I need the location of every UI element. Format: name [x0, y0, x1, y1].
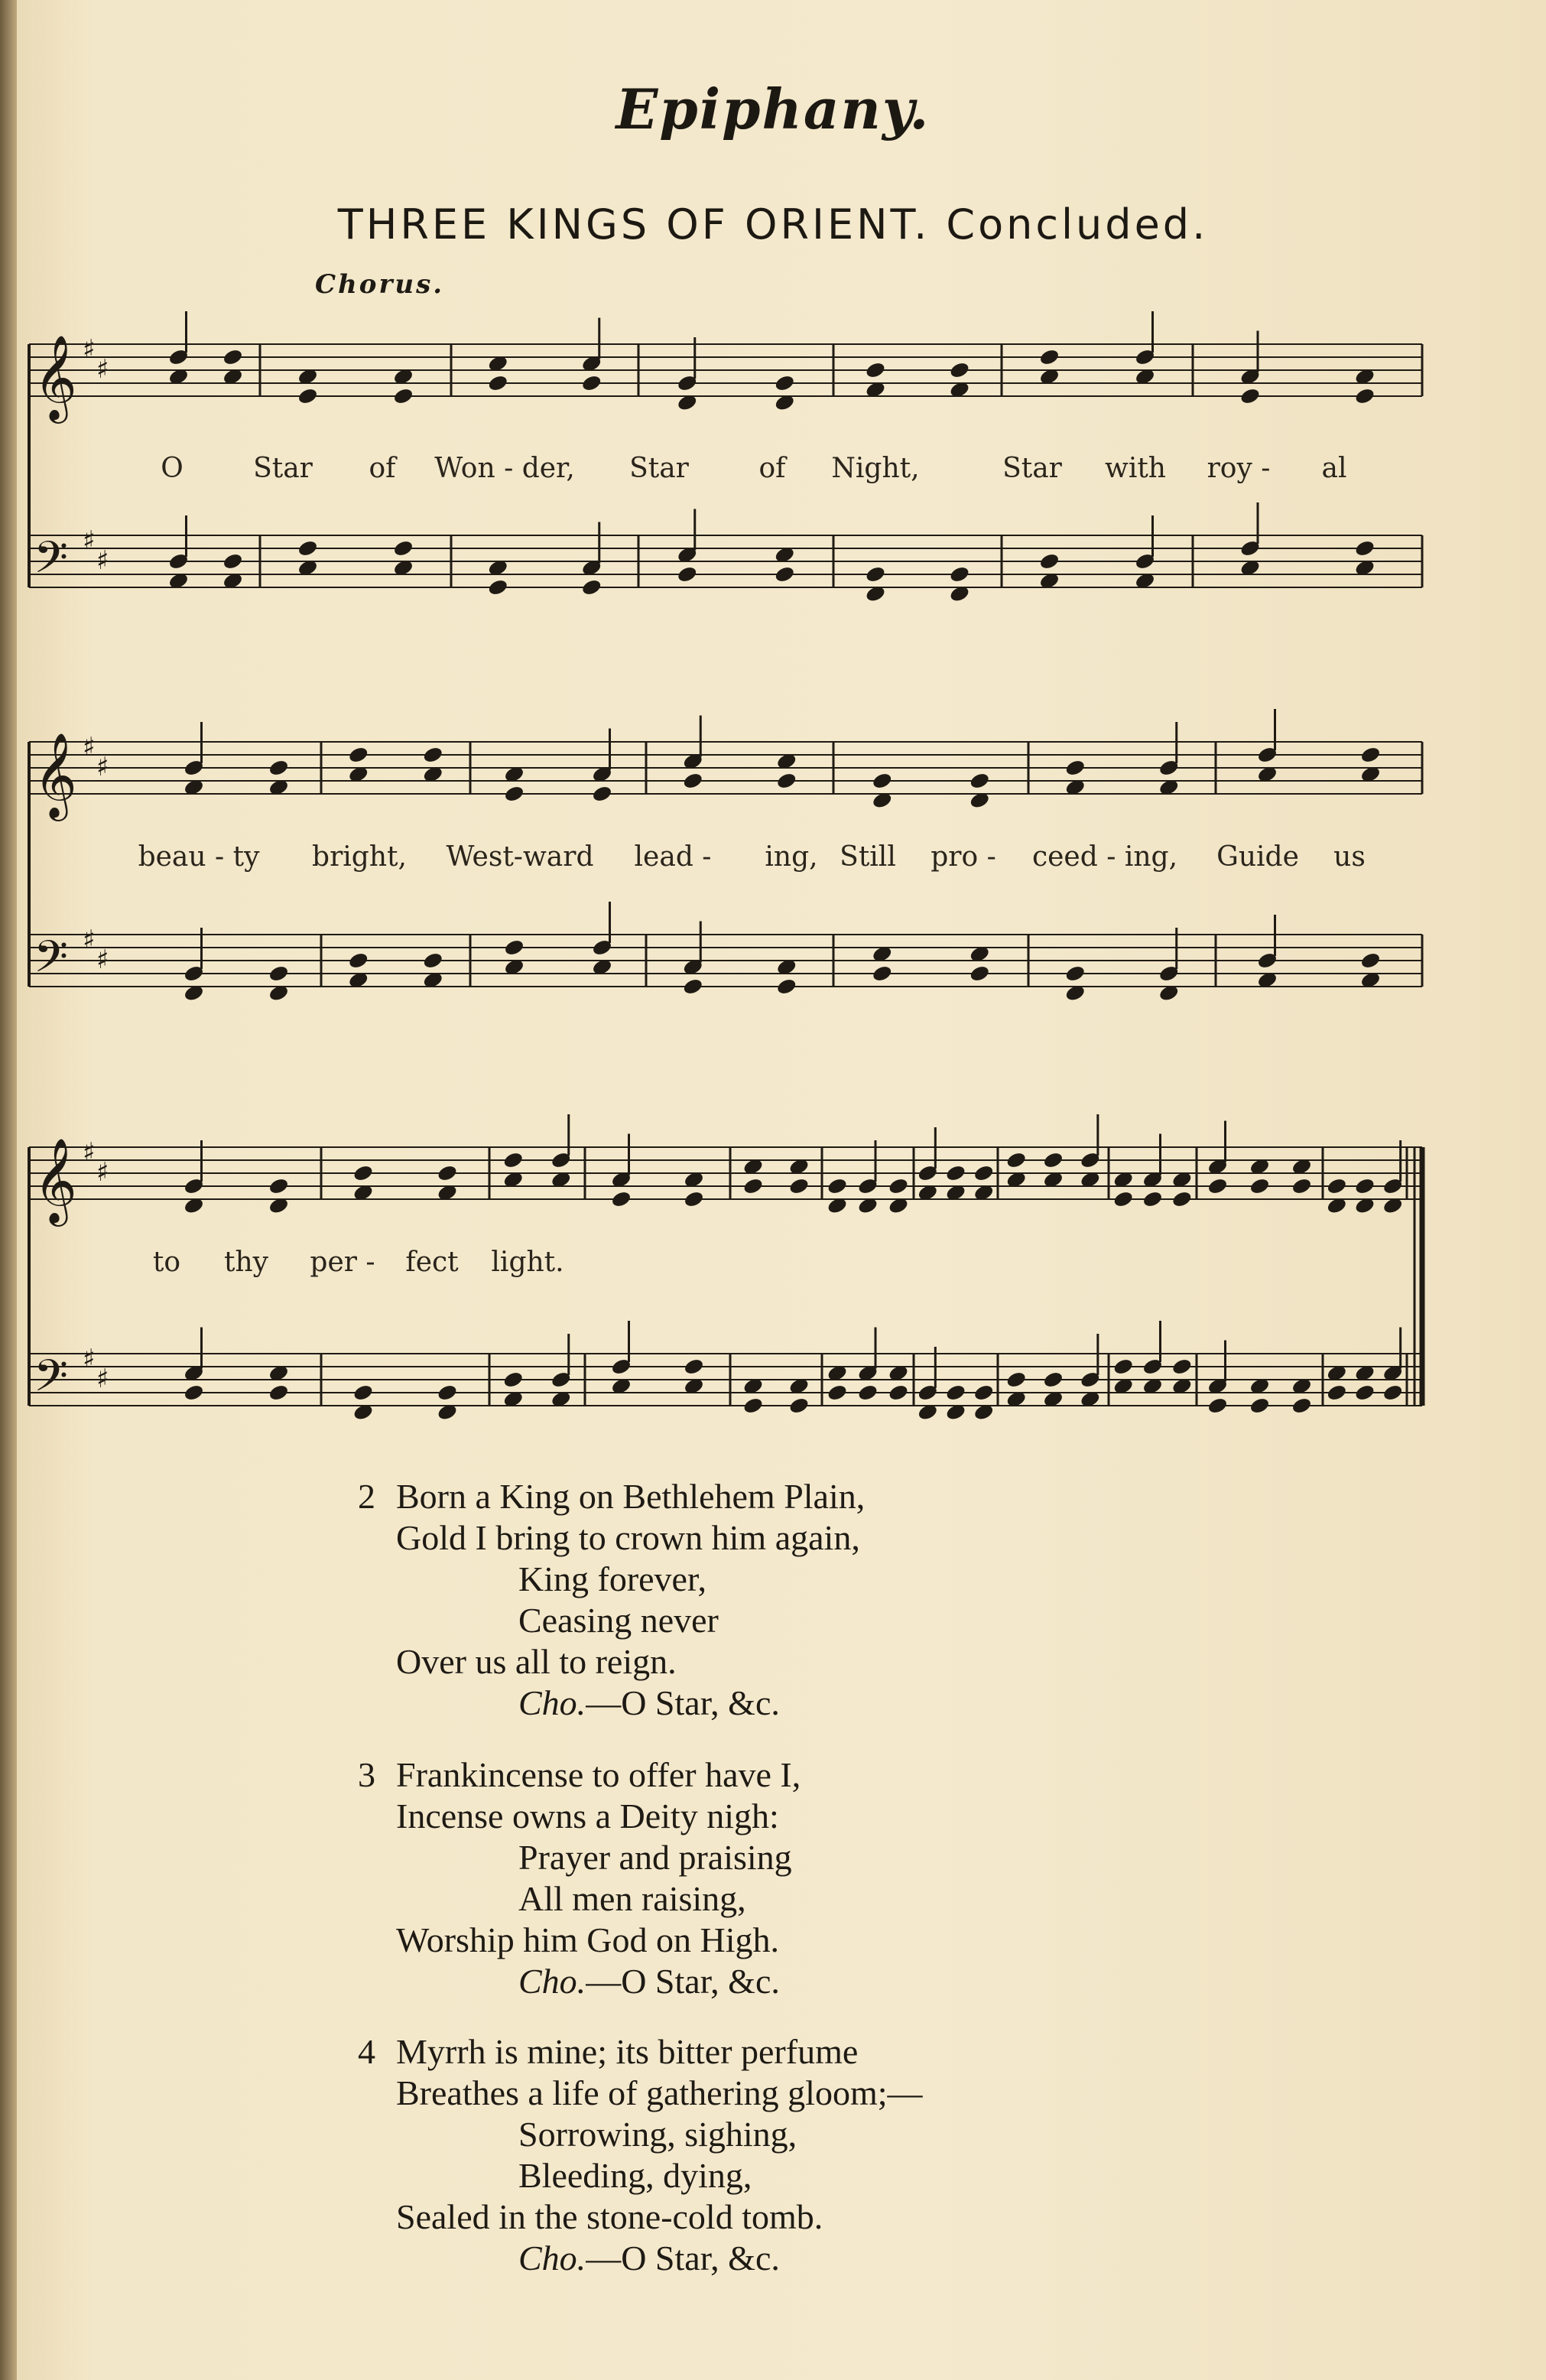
note-head	[1171, 1357, 1194, 1377]
sharp-sign: ♯	[83, 1137, 96, 1168]
sharp-sign: ♯	[83, 732, 96, 762]
verse-line: Ceasing never	[518, 1601, 719, 1640]
note-head	[297, 539, 319, 558]
sharp-sign: ♯	[83, 925, 96, 955]
note-head	[676, 565, 698, 584]
note-head	[871, 964, 893, 984]
note-head	[865, 361, 887, 380]
verse-line: 4 Myrrh is mine; its bitter perfume	[358, 2032, 859, 2071]
note-head	[973, 1383, 995, 1403]
note-head	[1005, 1370, 1028, 1390]
note-head	[774, 565, 796, 584]
sharp-sign: ♯	[96, 752, 109, 782]
chorus-reference: Cho.—O Star, &c.	[518, 1962, 780, 2001]
verse-3	[358, 1754, 1352, 2002]
lyric-syllable: O	[161, 453, 184, 484]
note-head	[827, 1177, 849, 1196]
note-head	[580, 578, 602, 597]
verse-4	[358, 2031, 1352, 2279]
lyric-syllable: of	[369, 453, 396, 484]
sharp-sign: ♯	[96, 354, 109, 385]
treble-clef: 𝄞	[34, 732, 77, 818]
note-head	[591, 785, 613, 804]
note-head	[268, 1383, 290, 1403]
lyric-syllable: lead -	[634, 841, 712, 873]
verse-line: All men raising,	[518, 1879, 746, 1918]
lyrics-line-2	[0, 841, 1546, 879]
verse-line: Breathes a life of gathering gloom;—	[396, 2073, 923, 2112]
chorus-reference: Cho.—O Star, &c.	[518, 2239, 780, 2278]
lyric-syllable: Night,	[831, 453, 920, 484]
note-head	[392, 387, 414, 406]
note-head	[1354, 1383, 1376, 1403]
note-head	[827, 1383, 849, 1403]
lyric-syllable: ceed - ing,	[1031, 841, 1178, 873]
lyric-syllable: fect	[405, 1247, 459, 1278]
note-head	[788, 1396, 810, 1416]
note-head	[352, 1383, 375, 1403]
note-head	[183, 1383, 205, 1403]
bass-clef: 𝄢	[34, 532, 69, 594]
verse-number: 2	[358, 1477, 375, 1516]
note-head	[775, 977, 797, 997]
note-head	[1207, 1177, 1229, 1196]
sharp-sign: ♯	[83, 525, 96, 556]
note-head	[683, 1190, 705, 1209]
note-head	[1112, 1190, 1135, 1209]
verse-line: Prayer and praising	[518, 1838, 792, 1877]
note-head	[1382, 1383, 1404, 1403]
verse-number: 4	[358, 2032, 375, 2071]
note-head	[268, 1177, 290, 1196]
lyric-syllable: of	[758, 453, 786, 484]
note-head	[1326, 1383, 1348, 1403]
note-head	[487, 578, 509, 597]
note-head	[297, 387, 319, 406]
sharp-sign: ♯	[96, 545, 109, 576]
note-head	[682, 977, 704, 997]
note-head	[1291, 1177, 1313, 1196]
lyric-syllable: Still	[840, 841, 896, 873]
lyric-syllable: Won - der,	[434, 453, 575, 484]
note-head	[610, 1190, 632, 1209]
note-head	[422, 746, 444, 765]
lyric-syllable: to	[152, 1247, 181, 1278]
note-head	[392, 539, 414, 558]
verse-line: Bleeding, dying,	[518, 2156, 752, 2195]
note-head	[775, 772, 797, 791]
lyric-syllable: Star	[253, 453, 313, 484]
sharp-sign: ♯	[96, 1157, 109, 1188]
lyric-syllable: Star	[1002, 453, 1062, 484]
note-head	[1042, 1151, 1064, 1170]
lyric-syllable: beau - ty	[138, 841, 260, 873]
note-head	[945, 1383, 967, 1403]
note-head	[502, 1370, 525, 1390]
note-head	[1038, 552, 1060, 571]
note-head	[437, 1164, 459, 1183]
note-head	[774, 374, 796, 393]
lyric-syllable: pro -	[931, 841, 996, 873]
note-head	[871, 772, 893, 791]
lyric-syllable: West-ward	[446, 841, 594, 873]
lyrics-line-3	[0, 1247, 1546, 1285]
verse-line: Over us all to reign.	[396, 1642, 677, 1681]
note-head	[1239, 387, 1262, 406]
note-head	[969, 772, 991, 791]
note-head	[969, 964, 991, 984]
note-head	[888, 1177, 910, 1196]
note-head	[945, 1164, 967, 1183]
note-head	[742, 1396, 765, 1416]
verse-line: King forever,	[518, 1559, 706, 1598]
note-head	[1326, 1177, 1348, 1196]
verse-line: Worship him God on High.	[396, 1920, 780, 1959]
note-head	[1359, 951, 1382, 971]
note-head	[1064, 759, 1086, 778]
note-head	[683, 1357, 705, 1377]
note-head	[973, 1164, 995, 1183]
note-head	[503, 938, 525, 958]
lyric-syllable: al	[1321, 453, 1347, 484]
note-head	[487, 374, 509, 393]
lyric-syllable: with	[1105, 453, 1166, 484]
note-head	[1291, 1396, 1313, 1416]
lyric-syllable: bright,	[312, 841, 407, 873]
sharp-sign: ♯	[83, 334, 96, 365]
lyric-syllable: Guide	[1216, 841, 1299, 873]
note-head	[503, 785, 525, 804]
note-head	[268, 964, 290, 984]
treble-clef: 𝄞	[34, 1137, 77, 1223]
verse-line: 3 Frankincense to offer have I,	[358, 1755, 801, 1794]
note-head	[742, 1177, 765, 1196]
note-head	[347, 951, 369, 971]
chorus-marking: Chorus.	[315, 269, 445, 300]
note-head	[1354, 539, 1376, 558]
note-head	[1042, 1370, 1064, 1390]
note-head	[347, 746, 369, 765]
note-head	[949, 565, 971, 584]
note-head	[422, 951, 444, 971]
note-head	[1354, 1177, 1376, 1196]
note-head	[857, 1383, 879, 1403]
sharp-sign: ♯	[96, 945, 109, 975]
note-head	[1112, 1357, 1135, 1377]
sharp-sign: ♯	[96, 1364, 109, 1394]
note-head	[1359, 746, 1382, 765]
note-head	[352, 1164, 375, 1183]
note-head	[949, 361, 971, 380]
lyric-syllable: Star	[629, 453, 689, 484]
bass-clef: 𝄢	[34, 931, 69, 993]
note-head	[1038, 348, 1060, 367]
sharp-sign: ♯	[83, 1344, 96, 1374]
verse-number: 3	[358, 1755, 375, 1794]
verse-line: Sealed in the stone-cold tomb.	[396, 2197, 823, 2236]
bass-clef: 𝄢	[34, 1350, 69, 1413]
note-head	[1005, 1151, 1028, 1170]
note-head	[682, 772, 704, 791]
lyric-syllable: per -	[310, 1247, 375, 1278]
lyrics-line-1	[0, 453, 1546, 491]
chorus-reference: Cho.—O Star, &c.	[518, 1683, 780, 1722]
note-head	[1249, 1177, 1271, 1196]
verse-2	[358, 1476, 1352, 1724]
note-head	[1207, 1396, 1229, 1416]
page-header-title: Epiphany.	[615, 76, 931, 141]
note-head	[1171, 1190, 1194, 1209]
note-head	[502, 1151, 525, 1170]
note-head	[1354, 387, 1376, 406]
song-heading: THREE KINGS OF ORIENT. Concluded.	[337, 200, 1209, 249]
note-head	[222, 552, 244, 571]
verse-line: Gold I bring to crown him again,	[396, 1518, 860, 1557]
note-head	[865, 565, 887, 584]
verse-line: Sorrowing, sighing,	[518, 2115, 797, 2154]
lyric-syllable: us	[1333, 841, 1366, 873]
lyric-syllable: thy	[224, 1247, 268, 1278]
note-head	[437, 1383, 459, 1403]
lyric-syllable: light.	[491, 1247, 564, 1278]
verse-line: Incense owns a Deity nigh:	[396, 1796, 779, 1835]
note-head	[1064, 964, 1086, 984]
lyric-syllable: roy -	[1207, 453, 1271, 484]
note-head	[888, 1383, 910, 1403]
note-head	[788, 1177, 810, 1196]
treble-clef: 𝄞	[34, 334, 77, 420]
note-head	[580, 374, 602, 393]
lyric-syllable: ing,	[765, 841, 818, 873]
note-head	[1249, 1396, 1271, 1416]
note-head	[222, 348, 244, 367]
note-head	[268, 759, 290, 778]
note-head	[1142, 1190, 1164, 1209]
verse-line: 2 Born a King on Bethlehem Plain,	[358, 1477, 866, 1516]
